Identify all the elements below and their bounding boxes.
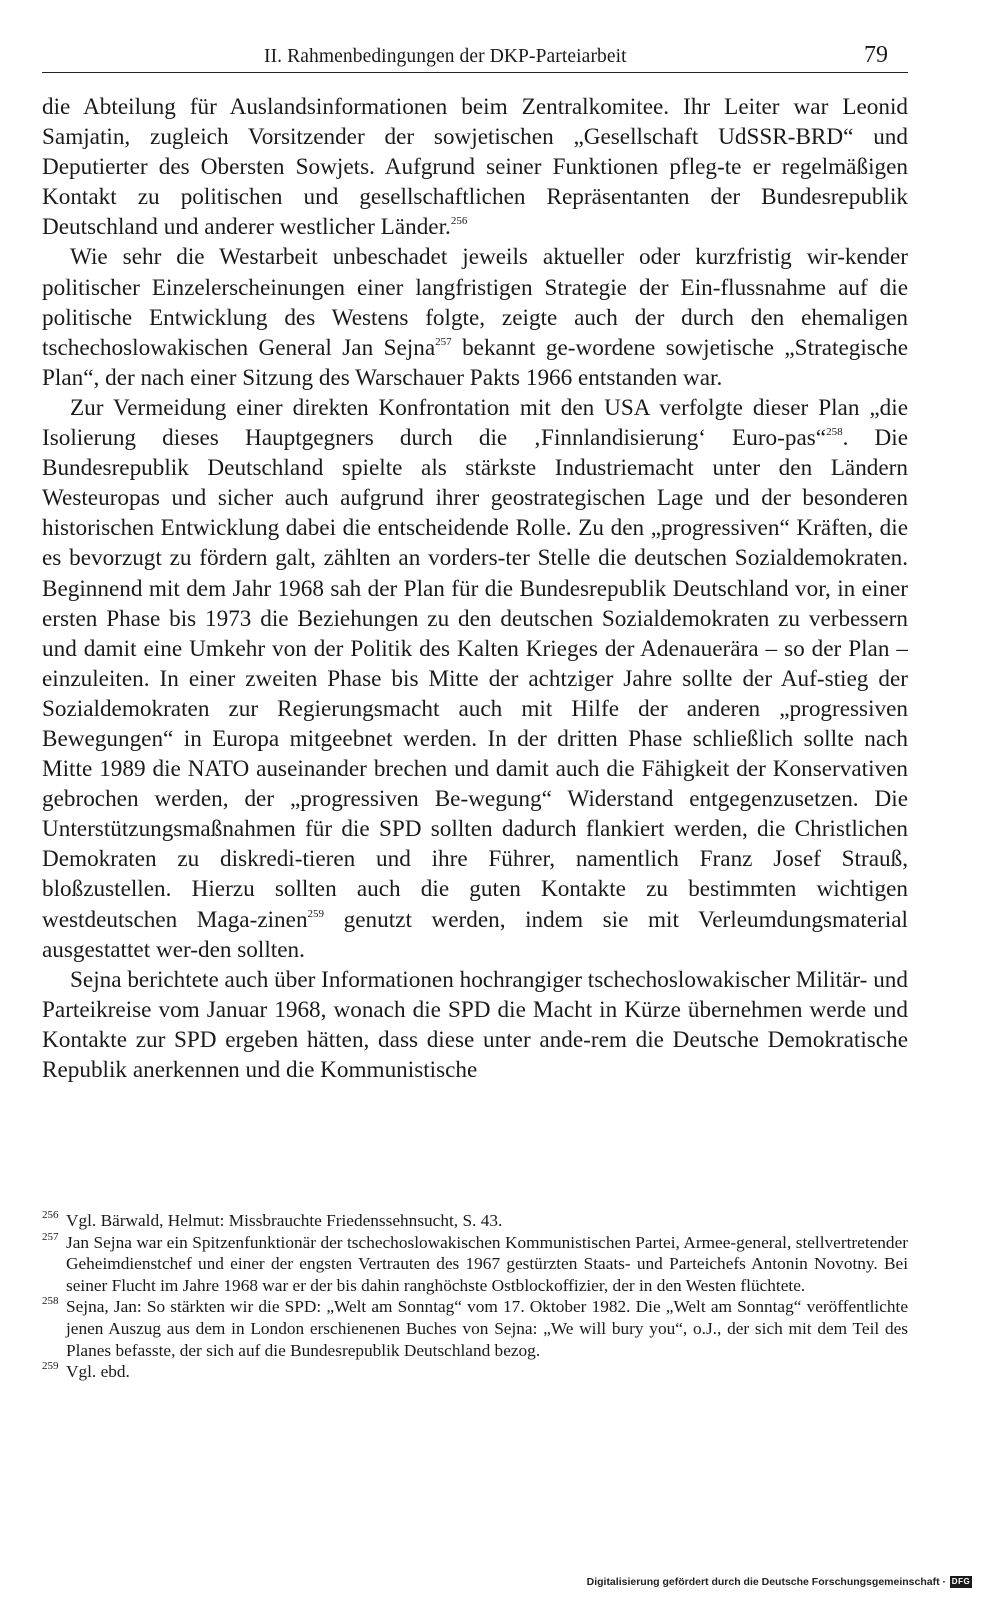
page-header <box>42 42 908 73</box>
digitization-credit: Digitalisierung gefördert durch die Deutsche Forschungsgemeinschaft · <box>586 1576 946 1588</box>
footnote-ref-258: 258 <box>826 426 843 439</box>
footnote <box>42 1210 908 1232</box>
paragraph-text: Zur Vermeidung einer direkten Konfrontation mit den USA verfolgte dieser Plan „die Isolierung dieses Hauptgegners durch die ‚Finnlandisierung‘ Euro-pas“ <box>42 394 908 452</box>
footnote-ref-256: 256 <box>450 215 468 228</box>
footnote-text: Vgl. ebd. <box>66 1362 130 1382</box>
paragraph-text: . Die Bundesrepublik Deutschland spielte als stärkste Industriemacht unter den Ländern Westeuropas und sicher auch aufgrund ihrer geostrategischen Lage und der besonderen historischen Entwicklung dabei die entscheidende Rolle. Zu den „progressiven“ Kräften, die es bevorzugt zu fördern galt, zählten an vorders-ter Stelle die deutschen Sozialdemokraten. Beginnend mit dem Jahr 1968 sah der Plan für die Bundesrepublik Deutschland vor, in einer ersten Phase bis 1973 die Beziehungen zu den deutschen Sozialdemokraten zu verbessern und damit eine Umkehr von der Politik des Kalten Krieges der Adenauerära – so der Plan – einzuleiten. In einer zweiten Phase bis Mitte der achtziger Jahre sollte der Auf-stieg der Sozialdemokraten zur Regierungsmacht auch mit Hilfe der anderen „progressiven Bewegungen“ in Europa mitgeebnet werden. In der dritten Phase schließlich sollte nach Mitte 1989 die NATO auseinander brechen und damit auch die Fähigkeit der Konservativen gebrochen werden, der „progressiven Be-wegung“ Widerstand entgegenzusetzen. Die Unterstützungsmaßnahmen für die SPD sollten dadurch flankiert werden, die Christlichen Demokraten zu diskredi-tieren und ihre Führer, namentlich Franz Josef Strauß, bloßzustellen. Hierzu sollten auch die guten Kontakte zu bestimmten wichtigen westdeutschen Maga-zinen <box>42 425 908 933</box>
footnote <box>42 1232 908 1297</box>
footnotes <box>42 1210 908 1383</box>
footnote-number: 258 <box>42 1295 59 1308</box>
paragraph-2 <box>42 242 908 392</box>
main-text <box>42 92 908 1085</box>
paragraph-text: Wie sehr die Westarbeit unbeschadet jeweils aktueller oder kurzfristig wir-kender politischer Einzelerscheinungen einer langfristigen Strategie der Ein-flussnahme auf die politische Entwicklung des Westens folgte, zeigte auch der durch den ehemaligen tschechoslowakischen General Jan Sejna <box>42 244 908 361</box>
footnote-text: Jan Sejna war ein Spitzenfunktionär der tschechoslowakischen Kommunistischen Partei, Armee-general, stellvertretender Geheimdienstchef und einer der engsten Vertrauten des 1967 gestürzten Staats- und Parteichefs Antonin Novotny. Bei seiner Flucht im Jahre 1968 war er der bis dahin ranghöchste Ostblockoffizier, der in den Westen flüchtete. <box>66 1232 908 1295</box>
footnote <box>42 1361 908 1383</box>
footnote-number: 256 <box>42 1209 59 1221</box>
footnote <box>42 1296 908 1361</box>
paragraph-4 <box>42 965 908 1085</box>
footnote-ref-259: 259 <box>307 907 325 920</box>
running-head: II. Rahmenbedingungen der DKP-Parteiarbeit <box>264 46 627 67</box>
footnote-number: 259 <box>42 1360 59 1373</box>
paragraph-3 <box>42 393 908 965</box>
footnote-text: Vgl. Bärwald, Helmut: Missbrauchte Friedenssehnsucht, S. 43. <box>66 1211 503 1230</box>
dfg-logo: DFG <box>951 1577 971 1586</box>
footnote-ref-257: 257 <box>435 335 452 348</box>
footnote-text: Sejna, Jan: So stärkten wir die SPD: „Welt am Sonntag“ vom 17. Oktober 1982. Die „Welt am Sonntag“ veröffentlichte jenen Auszug aus dem in London erschienenen Buches von Sejna: „We will bury you“, o.J., der sich mit dem Teil des Planes befasste, der sich auf die Bundesrepublik Deutschland bezog. <box>66 1297 908 1360</box>
book-page <box>42 0 908 1598</box>
paragraph-text: bekannt ge-wordene sowjetische „Strategische Plan“, der nach einer Sitzung des Warschauer Pakts 1966 entstanden war. <box>42 334 908 391</box>
paragraph-text: Sejna berichtete auch über Informationen hochrangiger tschechoslowakischer Militär- und Parteikreise vom Januar 1968, wonach die SPD die Macht in Kürze übernehmen werde und Kontakte zur SPD ergeben hätten, dass diese unter ande-rem die Deutsche Demokratische Republik anerkennen und die Kommunistische <box>42 966 908 1083</box>
paragraph-text: genutzt werden, indem sie mit Verleumdungsmaterial ausgestattet wer-den sollten. <box>42 906 908 963</box>
page-number: 79 <box>864 42 888 68</box>
footnote-number: 257 <box>42 1230 59 1243</box>
paragraph-1 <box>42 92 908 242</box>
paragraph-text: die Abteilung für Auslandsinformationen beim Zentralkomitee. Ihr Leiter war Leonid Samjatin, zugleich Vorsitzender der sowjetischen „Gesellschaft UdSSR-BRD“ und Deputierter des Obersten Sowjets. Aufgrund seiner Funktionen pfleg-te er regelmäßigen Kontakt zu politischen und gesellschaftlichen Repräsentanten der Bundesrepublik Deutschland und anderer westlicher Länder. <box>42 94 908 241</box>
